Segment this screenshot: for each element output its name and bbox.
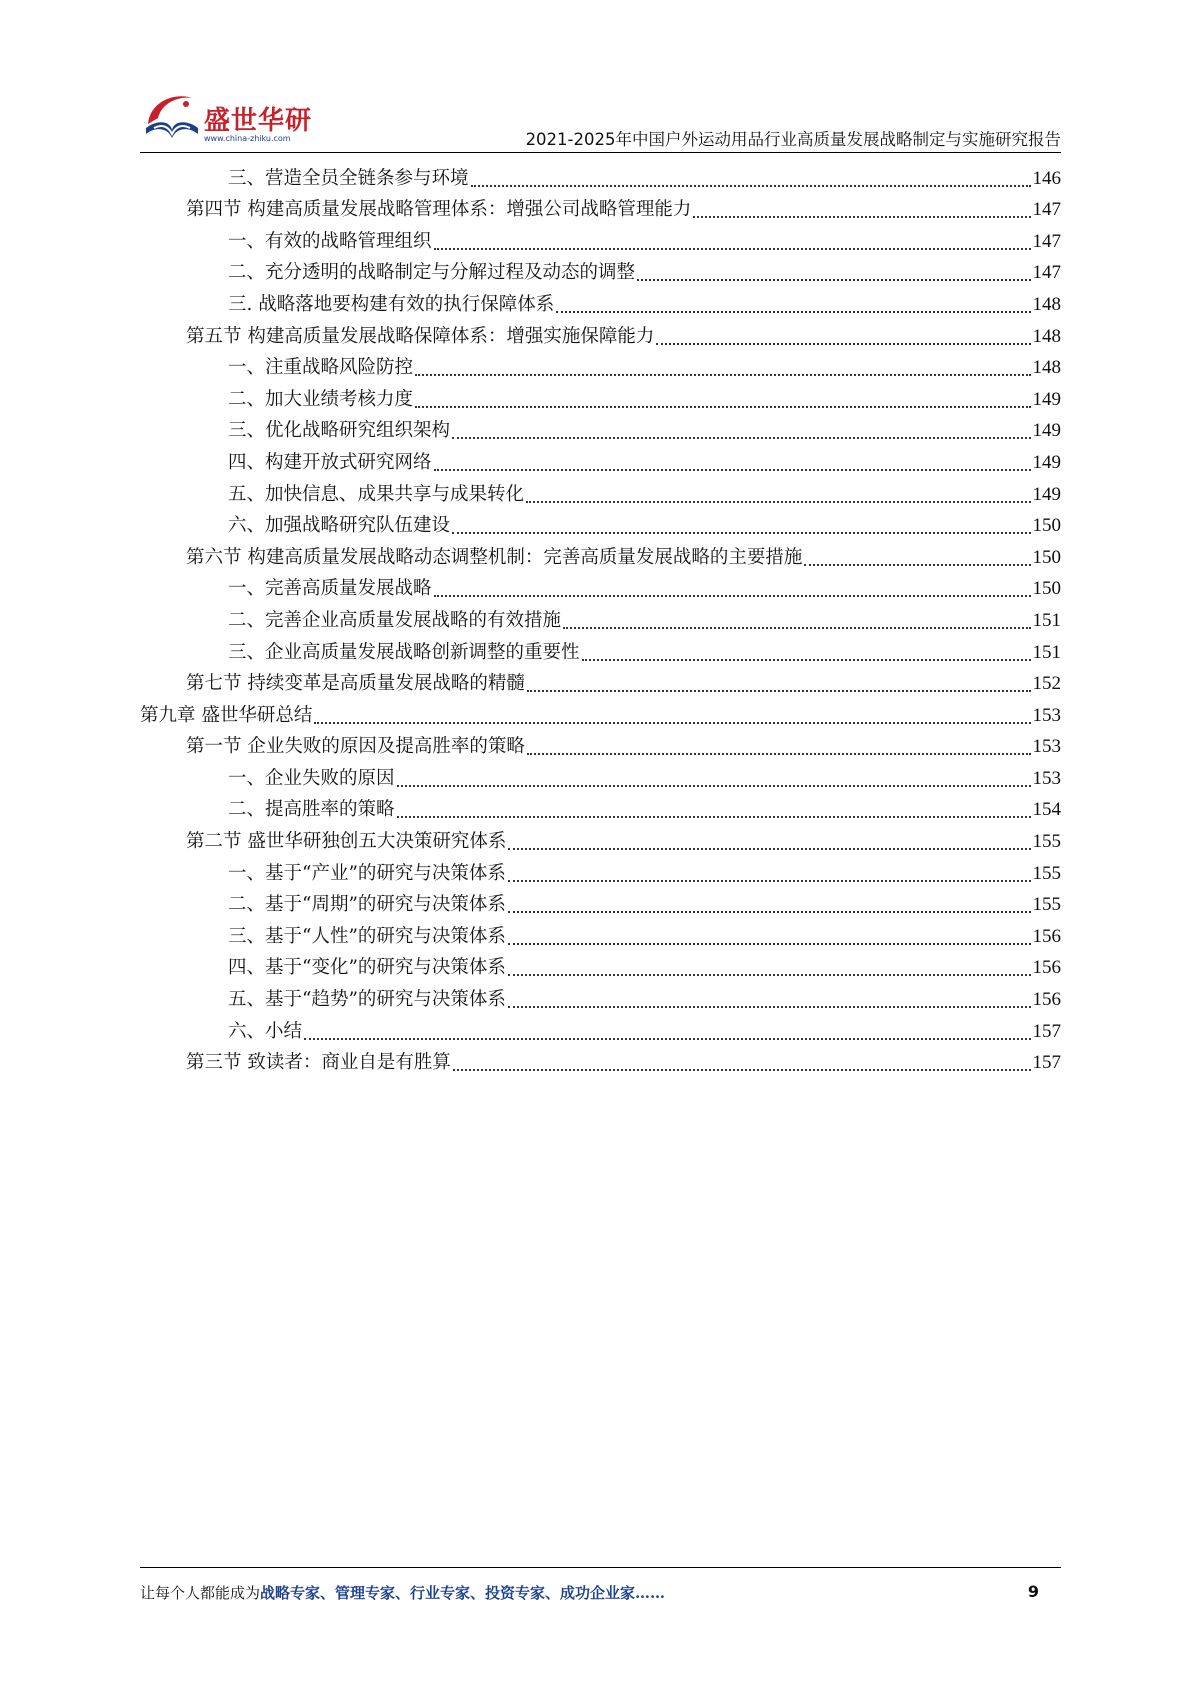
toc-dot-leader	[526, 489, 1030, 503]
toc-dot-leader	[397, 804, 1031, 818]
toc-entry-page: 156	[1032, 989, 1061, 1011]
toc-entry[interactable]	[140, 381, 1061, 413]
toc-entry-page: 156	[1032, 957, 1061, 979]
toc-entry[interactable]	[140, 444, 1061, 476]
toc-entry-title: 三、优化战略研究组织架构	[228, 420, 451, 442]
toc-dot-leader	[527, 741, 1031, 755]
toc-entry-page: 150	[1032, 578, 1061, 600]
toc-entry[interactable]	[140, 160, 1061, 192]
toc-dot-leader	[452, 520, 1030, 534]
toc-entry[interactable]	[140, 823, 1061, 855]
page-header	[140, 80, 1061, 150]
toc-entry[interactable]	[140, 792, 1061, 824]
toc-entry[interactable]	[140, 318, 1061, 350]
toc-entry-page: 149	[1032, 483, 1061, 505]
toc-entry[interactable]	[140, 855, 1061, 887]
toc-entry-page: 147	[1032, 230, 1061, 252]
toc-dot-leader	[563, 615, 1030, 629]
toc-entry-title: 一、企业失败的原因	[228, 767, 395, 789]
toc-entry-title: 五、加快信息、成果共享与成果转化	[228, 483, 525, 505]
toc-entry-page: 151	[1032, 609, 1061, 631]
toc-dot-leader	[304, 1026, 1030, 1040]
toc-entry-page: 146	[1032, 167, 1061, 189]
toc-entry-page: 157	[1032, 1020, 1061, 1042]
toc-entry[interactable]	[140, 539, 1061, 571]
toc-entry-page: 149	[1032, 420, 1061, 442]
toc-entry-page: 157	[1032, 1052, 1061, 1074]
toc-entry-title: 二、提高胜率的策略	[228, 799, 395, 821]
toc-entry-page: 155	[1032, 894, 1061, 916]
toc-entry[interactable]	[140, 918, 1061, 950]
toc-entry[interactable]	[140, 223, 1061, 255]
toc-entry[interactable]	[140, 697, 1061, 729]
toc-dot-leader	[527, 678, 1031, 692]
toc-entry-page: 155	[1032, 831, 1061, 853]
toc-dot-leader	[508, 836, 1030, 850]
toc-entry[interactable]	[140, 1013, 1061, 1045]
toc-entry[interactable]	[140, 413, 1061, 445]
toc-entry-title: 一、完善高质量发展战略	[228, 578, 432, 600]
toc-dot-leader	[314, 710, 1030, 724]
toc-entry-page: 153	[1032, 767, 1061, 789]
toc-entry-title: 六、加强战略研究队伍建设	[228, 515, 451, 537]
toc-entry[interactable]	[140, 286, 1061, 318]
toc-dot-leader	[397, 773, 1031, 787]
toc-entry-page: 150	[1032, 515, 1061, 537]
toc-entry-title: 三、基于“人性”的研究与决策体系	[228, 925, 506, 947]
toc-entry-page: 153	[1032, 704, 1061, 726]
toc-entry-title: 二、加大业绩考核力度	[228, 388, 414, 410]
toc-dot-leader	[508, 962, 1031, 976]
toc-entry-title: 第五节 构建高质量发展战略保障体系：增强实施保障能力	[186, 325, 655, 347]
toc-dot-leader	[582, 647, 1031, 661]
toc-entry-title: 一、基于“产业”的研究与决策体系	[228, 862, 506, 884]
document-title: 2021-2025年中国户外运动用品行业高质量发展战略制定与实施研究报告	[525, 130, 1061, 149]
table-of-contents	[140, 160, 1061, 1076]
toc-entry[interactable]	[140, 634, 1061, 666]
logo-url: www.china-zhiku.com	[204, 134, 291, 143]
toc-entry-title: 三. 战略落地要构建有效的执行保障体系	[228, 293, 555, 315]
toc-entry-title: 五、基于“趋势”的研究与决策体系	[228, 989, 506, 1011]
toc-entry[interactable]	[140, 602, 1061, 634]
toc-entry[interactable]	[140, 571, 1061, 603]
toc-entry-title: 第九章 盛世华研总结	[140, 704, 313, 726]
toc-entry[interactable]	[140, 255, 1061, 287]
toc-entry-page: 147	[1032, 262, 1061, 284]
toc-entry[interactable]	[140, 760, 1061, 792]
toc-entry[interactable]	[140, 192, 1061, 224]
toc-entry-title: 四、基于“变化”的研究与决策体系	[228, 957, 506, 979]
toc-dot-leader	[508, 899, 1031, 913]
toc-dot-leader	[804, 552, 1030, 566]
toc-entry-title: 二、完善企业高质量发展战略的有效措施	[228, 609, 562, 631]
toc-dot-leader	[434, 583, 1031, 597]
toc-entry[interactable]	[140, 350, 1061, 382]
toc-dot-leader	[656, 331, 1030, 345]
toc-entry[interactable]	[140, 729, 1061, 761]
toc-entry-page: 147	[1032, 199, 1061, 221]
toc-dot-leader	[415, 362, 1030, 376]
toc-entry-page: 148	[1032, 357, 1061, 379]
toc-entry-page: 148	[1032, 325, 1061, 347]
toc-entry-title: 第七节 持续变革是高质量发展战略的精髓	[186, 673, 525, 695]
toc-entry-title: 第一节 企业失败的原因及提高胜率的策略	[186, 736, 525, 758]
toc-entry-page: 155	[1032, 862, 1061, 884]
page-number: 9	[1027, 1582, 1039, 1601]
toc-entry-title: 六、小结	[228, 1020, 303, 1042]
toc-entry-title: 第三节 致读者：商业自是有胜算	[186, 1052, 451, 1074]
toc-entry-title: 一、注重战略风险防控	[228, 357, 414, 379]
logo-name: 盛世华研	[204, 106, 313, 136]
toc-dot-leader	[453, 1057, 1031, 1071]
toc-entry-page: 156	[1032, 925, 1061, 947]
toc-dot-leader	[434, 236, 1031, 250]
toc-entry-title: 四、构建开放式研究网络	[228, 451, 432, 473]
toc-dot-leader	[415, 394, 1030, 408]
toc-entry[interactable]	[140, 476, 1061, 508]
toc-entry-page: 153	[1032, 736, 1061, 758]
toc-dot-leader	[508, 931, 1031, 945]
toc-entry-title: 二、充分透明的战略制定与分解过程及动态的调整	[228, 262, 636, 284]
toc-entry[interactable]	[140, 981, 1061, 1013]
footer-slogan-lead: 让每个人都能成为	[140, 1584, 261, 1602]
toc-dot-leader	[693, 204, 1030, 218]
logo-emblem-icon	[140, 84, 204, 148]
toc-entry[interactable]	[140, 887, 1061, 919]
toc-entry-title: 三、营造全员全链条参与环境	[228, 167, 469, 189]
footer-slogan-highlight: 战略专家、管理专家、行业专家、投资专家、成功企业家……	[260, 1584, 666, 1602]
toc-entry[interactable]	[140, 950, 1061, 982]
toc-dot-leader	[471, 173, 1031, 187]
page-footer	[140, 1582, 1061, 1606]
toc-entry-title: 第四节 构建高质量发展战略管理体系：增强公司战略管理能力	[186, 199, 692, 221]
toc-entry-title: 二、基于“周期”的研究与决策体系	[228, 894, 506, 916]
toc-entry-page: 154	[1032, 799, 1061, 821]
toc-dot-leader	[508, 994, 1031, 1008]
toc-entry[interactable]	[140, 666, 1061, 698]
toc-entry[interactable]	[140, 508, 1061, 540]
toc-entry-title: 一、有效的战略管理组织	[228, 230, 432, 252]
toc-entry-page: 150	[1032, 546, 1061, 568]
toc-entry-title: 第二节 盛世华研独创五大决策研究体系	[186, 831, 507, 853]
toc-dot-leader	[556, 299, 1030, 313]
toc-entry-page: 152	[1032, 673, 1061, 695]
company-logo	[140, 84, 313, 148]
toc-entry-page: 149	[1032, 451, 1061, 473]
toc-entry-title: 三、企业高质量发展战略创新调整的重要性	[228, 641, 580, 663]
toc-entry-page: 148	[1032, 293, 1061, 315]
toc-dot-leader	[452, 425, 1030, 439]
footer-slogan	[140, 1582, 665, 1603]
toc-entry-page: 149	[1032, 388, 1061, 410]
footer-divider	[140, 1567, 1061, 1568]
toc-entry-title: 第六节 构建高质量发展战略动态调整机制：完善高质量发展战略的主要措施	[186, 546, 803, 568]
toc-entry[interactable]	[140, 1045, 1061, 1077]
toc-dot-leader	[508, 868, 1031, 882]
toc-entry-page: 151	[1032, 641, 1061, 663]
toc-dot-leader	[637, 267, 1030, 281]
toc-dot-leader	[434, 457, 1031, 471]
header-divider	[140, 152, 1061, 153]
